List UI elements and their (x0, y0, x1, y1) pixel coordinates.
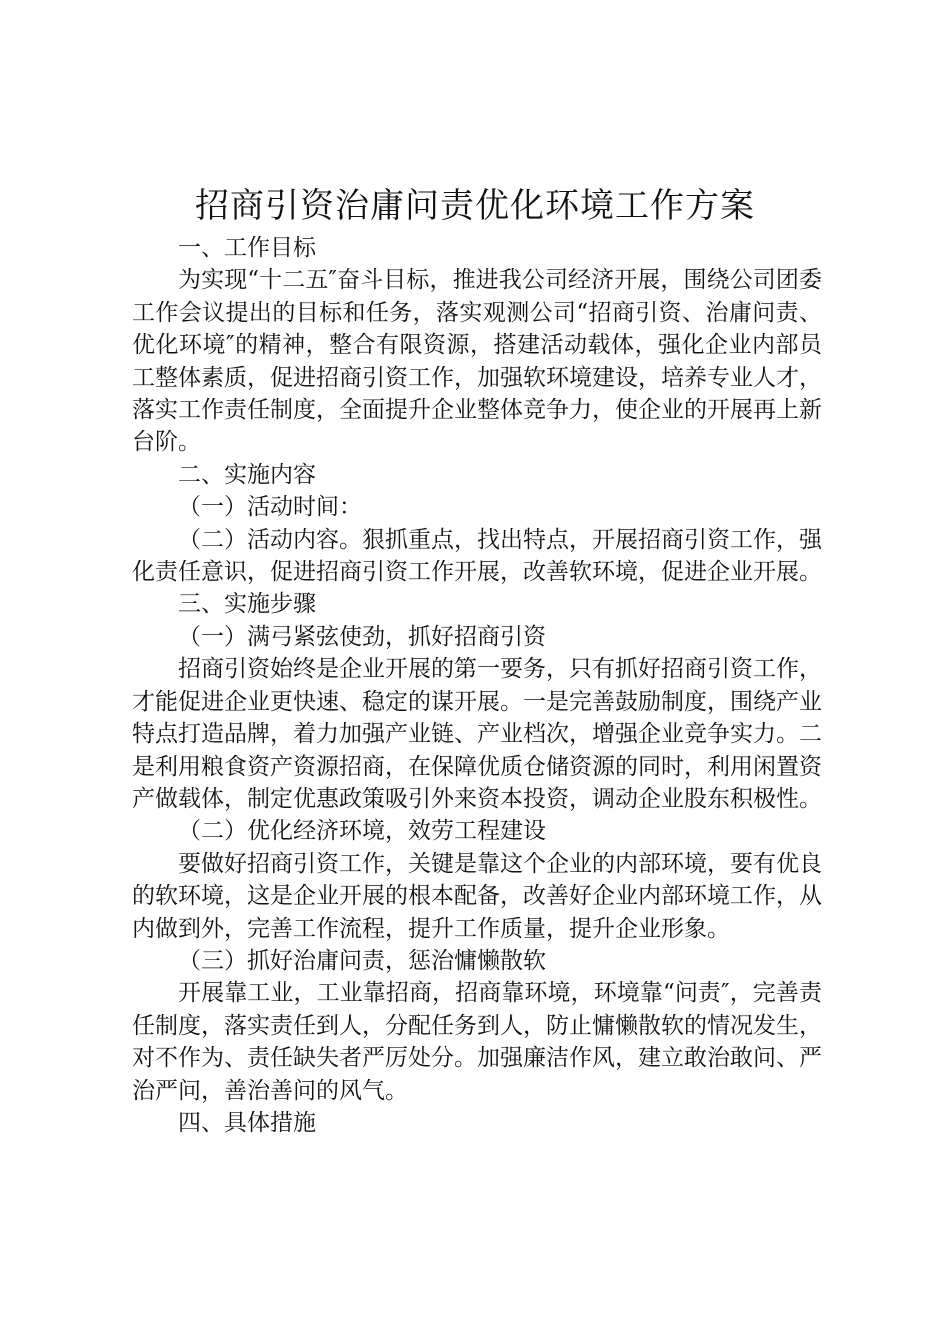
content-item-activities: （二）活动内容。狠抓重点，找出特点，开展招商引资工作，强化责任意识，促进招商引资工作开展，改善软环境，促进企业开展。 (132, 526, 822, 586)
section-heading-measures: 四、具体措施 (178, 1109, 316, 1136)
content-item-time: （一）活动时间： (178, 494, 362, 521)
goals-paragraph: 为实现“十二五″奋斗目标，推进我公司经济开展，围绕公司团委工作会议提出的目标和任务，落实观测公司“招商引资、治庸问责、优化环境″的精神，整合有限资源，搭建活动载体，强化企业内部员工整体素质，促进招商引资工作，加强软环境建设，培养专业人才，落实工作责任制度，全面提升企业整体竞争力，使企业的开展再上新台阶。 (132, 267, 822, 456)
section-heading-content: 二、实施内容 (178, 461, 316, 488)
document-body (132, 232, 822, 1139)
step-3-title: （三）抓好治庸问责，惩治慵懒散软 (178, 947, 546, 974)
step-3-paragraph: 开展靠工业，工业靠招商，招商靠环境，环境靠“问责″，完善责任制度，落实责任到人，分配任务到人，防止慵懒散软的情况发生，对不作为、责任缺失者严厉处分。加强廉洁作风，建立敢治敢问、严治严问，善治善问的风气。 (132, 980, 822, 1104)
step-1-title: （一）满弓紧弦使劲，抓好招商引资 (178, 623, 546, 650)
section-heading-steps: 三、实施步骤 (178, 591, 316, 618)
step-1-paragraph: 招商引资始终是企业开展的第一要务，只有抓好招商引资工作，才能促进企业更快速、稳定的谋开展。一是完善鼓励制度，围绕产业特点打造品牌，着力加强产业链、产业档次，增强企业竞争实力。二是利用粮食资产资源招商，在保障优质仓储资源的同时，利用闲置资产做载体，制定优惠政策吸引外来资本投资，调动企业股东积极性。 (132, 656, 822, 812)
section-heading-goals: 一、工作目标 (178, 235, 316, 261)
document-title: 招商引资治庸问责优化环境工作方案 (195, 186, 755, 226)
step-2-paragraph: 要做好招商引资工作，关键是靠这个企业的内部环境，要有优良的软环境，这是企业开展的根本配备，改善好企业内部环境工作，从内做到外，完善工作流程，提升工作质量，提升企业形象。 (132, 850, 822, 942)
step-2-title: （二）优化经济环境，效劳工程建设 (178, 818, 546, 845)
